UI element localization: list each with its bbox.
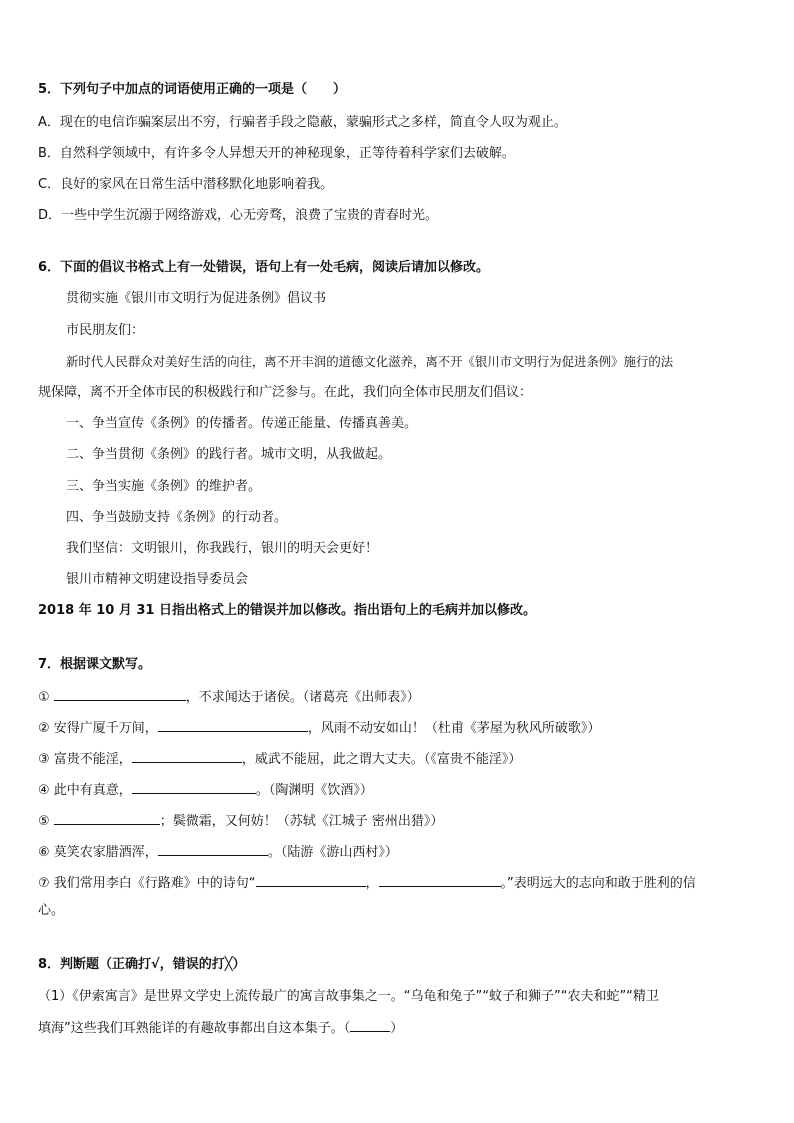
letter-closing: 我们坚信：文明银川，你我践行，银川的明天会更好！: [66, 541, 379, 556]
item-number: ③: [38, 752, 50, 767]
item-close: ）: [390, 1021, 404, 1036]
q7-item-7: [38, 873, 756, 893]
letter-item-4: 四、争当鼓励支持《条例》的行动者。: [66, 510, 288, 525]
answer-blank[interactable]: [256, 873, 366, 887]
q8-item-1-line1: （1）《伊索寓言》是世界文学史上流传最广的寓言故事集之一。“乌龟和兔子”“蚊子和狮子”“农夫和蛇”“精卫: [38, 989, 659, 1004]
q7-item-4: [38, 780, 756, 800]
q5-option-c: C．良好的家风在日常生活中潜移默化地影响着我。: [38, 177, 334, 192]
q7-item-2: [38, 718, 756, 738]
q6-tail: 2018 年 10 月 31 日指出格式上的错误并加以修改。指出语句上的毛病并加以修改。: [38, 603, 536, 618]
item-pre: 富贵不能淫，: [53, 752, 132, 767]
item-number: ④: [38, 783, 50, 798]
letter-body-line2: 规保障，离不开全体市民的积极践行和广泛参与。在此，我们向全体市民朋友们倡议：: [38, 385, 533, 400]
q7-item-5: [38, 811, 756, 831]
answer-blank[interactable]: [132, 749, 242, 763]
item-post: ；鬓微霜，又何妨！（苏轼《江城子 密州出猎》）: [159, 814, 444, 829]
letter-greeting: 市民朋友们：: [66, 323, 145, 338]
letter-signature: 银川市精神文明建设指导委员会: [66, 572, 249, 587]
item-pre: 莫笑农家腊酒浑，: [53, 845, 158, 860]
item-post: ，风雨不动安如山！（杜甫《茅屋为秋风所破歌》）: [307, 721, 601, 736]
q7-item-3: [38, 749, 756, 769]
letter-title: 贯彻实施《银川市文明行为促进条例》倡议书: [66, 291, 327, 306]
item-number: ⑥: [38, 845, 50, 860]
item-post: 。（陆游《游山西村》）: [267, 845, 398, 860]
item-number: ⑤: [38, 814, 50, 829]
q7-item-7-wrap: 心。: [38, 903, 65, 918]
letter-item-2: 二、争当贯彻《条例》的践行者。城市文明，从我做起。: [66, 447, 392, 462]
item-post: 。”表明远大的志向和敢于胜利的信: [500, 876, 696, 891]
answer-blank[interactable]: [350, 1018, 390, 1032]
answer-blank[interactable]: [158, 718, 308, 732]
q5-stem: 5．下列句子中加点的词语使用正确的一项是（ ）: [38, 82, 347, 97]
item-text: 填海”这些我们耳熟能详的有趣故事都出自这本集子。（: [38, 1021, 351, 1036]
item-pre: 此中有真意，: [53, 783, 132, 798]
answer-blank[interactable]: [54, 811, 160, 825]
q5-option-a: A．现在的电信诈骗案层出不穷，行骗者手段之隐蔽，蒙骗形式之多样，简直令人叹为观止。: [38, 115, 567, 130]
item-post: 。（陶渊明《饮酒》）: [255, 783, 373, 798]
letter-item-3: 三、争当实施《条例》的维护者。: [66, 479, 262, 494]
letter-body-line1: 新时代人民群众对美好生活的向往，离不开丰润的道德文化滋养，离不开《银川市文明行为促进条例》施行的法: [66, 354, 674, 369]
q8-stem: 8．判断题（正确打√，错误的打╳）: [38, 957, 246, 972]
item-mid: ，: [365, 876, 379, 891]
q8-item-1-line2: [38, 1018, 756, 1038]
answer-blank[interactable]: [158, 842, 268, 856]
answer-blank[interactable]: [132, 780, 256, 794]
answer-blank[interactable]: [54, 687, 186, 701]
answer-blank[interactable]: [379, 873, 501, 887]
item-pre: 安得广厦千万间，: [53, 721, 158, 736]
item-post: ，不求闻达于诸侯。（诸葛亮《出师表》）: [185, 690, 420, 705]
item-number: ①: [38, 690, 50, 705]
q7-item-6: [38, 842, 756, 862]
q7-item-1: [38, 687, 756, 707]
letter-item-1: 一、争当宣传《条例》的传播者。传递正能量、传播真善美。: [66, 416, 418, 431]
q5-option-b: B．自然科学领域中，有许多令人异想天开的神秘现象，正等待着科学家们去破解。: [38, 146, 515, 161]
item-pre: ⑦ 我们常用李白《行路难》中的诗句“: [38, 876, 256, 891]
q5-option-d: D．一些中学生沉溺于网络游戏，心无旁骛，浪费了宝贵的青春时光。: [38, 208, 439, 223]
item-number: ②: [38, 721, 50, 736]
q6-stem: 6．下面的倡议书格式上有一处错误，语句上有一处毛病，阅读后请加以修改。: [38, 260, 490, 275]
q7-stem: 7．根据课文默写。: [38, 657, 152, 672]
item-post: ，威武不能屈，此之谓大丈夫。（《富贵不能淫》）: [241, 752, 522, 767]
